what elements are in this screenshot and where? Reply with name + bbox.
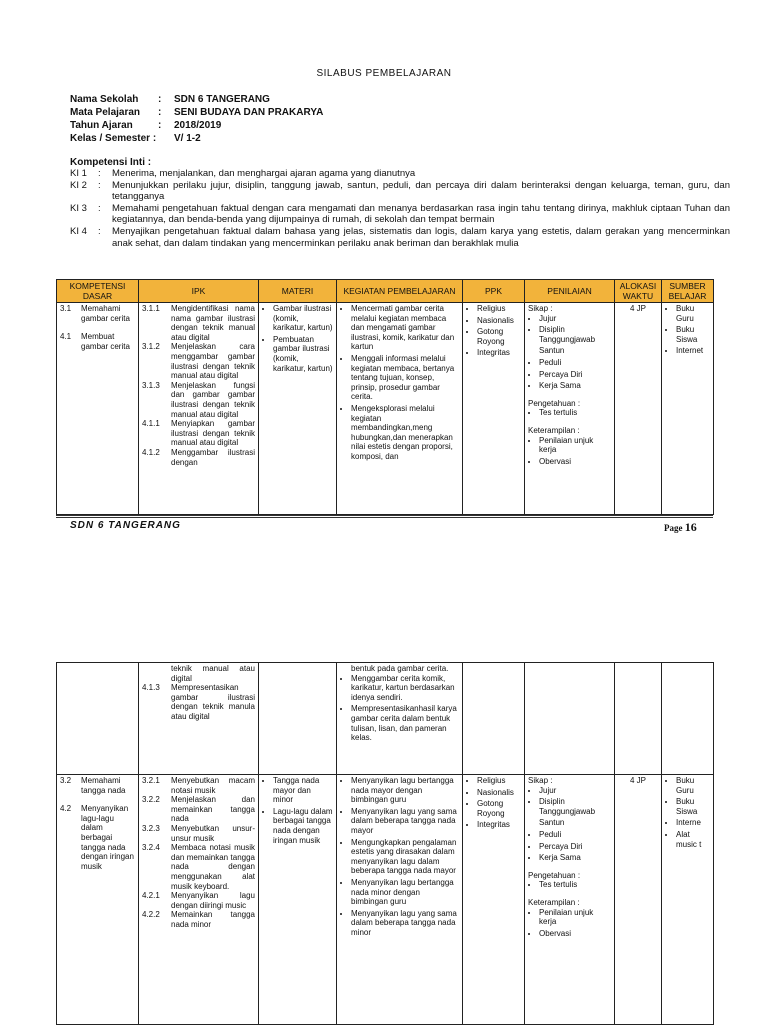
- ipk-entry: [142, 824, 255, 843]
- kd-code: 4.1: [60, 332, 72, 342]
- ipk-code: 4.2.2: [142, 910, 160, 920]
- syllabus-table-page2: [56, 662, 714, 1025]
- school-meta: [70, 93, 323, 145]
- kegiatan-cell: [337, 303, 463, 515]
- meta-row: [70, 119, 323, 132]
- ipk-entry: [142, 304, 255, 342]
- ppk-item: • Gotong Royong: [477, 799, 521, 818]
- ipk-text: Menyiapkan gambar ilustrasi dengan teknik manual atau digital: [171, 419, 255, 448]
- sumber-item: • Internet: [676, 346, 710, 356]
- sumber-item: • Alat music t: [676, 830, 710, 849]
- sikap-item: Santun: [539, 818, 565, 828]
- ppk-cell: [463, 775, 525, 1025]
- alokasi-cell: 4 JP: [615, 775, 662, 1025]
- document-title: SILABUS PEMBELAJARAN: [316, 68, 452, 79]
- kegiatan-item: • Mengeksplorasi melalui kegiatan membandingkan,meng hubungkan,dan menerapkan nilai estetis dengan proporsi, komposi, dan: [351, 404, 459, 462]
- ipk-code: 4.2.1: [142, 891, 160, 901]
- ppk-item: • Integritas: [477, 348, 521, 358]
- sumber-list: [665, 304, 710, 356]
- ppk-list: [466, 776, 521, 830]
- penilaian-pengetahuan-label: Pengetahuan :: [528, 870, 581, 880]
- materi-cell: [259, 303, 337, 515]
- ipk-code: 3.2.4: [142, 843, 160, 853]
- penilaian-cell: [525, 775, 615, 1025]
- ki-number: KI 4: [70, 225, 87, 237]
- meta-label: Kelas / Semester :: [70, 133, 157, 144]
- penilaian-pengetahuan-label: Pengetahuan :: [528, 398, 581, 408]
- ppk-item: • Gotong Royong: [477, 327, 521, 346]
- header-penilaian: PENILAIAN: [525, 280, 615, 303]
- materi-item: • Tangga nada mayor dan minor: [273, 776, 333, 805]
- kd-text: Memahami gambar cerita: [81, 304, 130, 323]
- meta-sep: :: [158, 107, 162, 118]
- ipk-cell: [139, 303, 259, 515]
- penilaian-sikap-label: Sikap :: [528, 776, 553, 785]
- ki-text: Memahami pengetahuan faktual dengan cara mengamati dan menanya berdasarkan rasa ingin tahu tentang dirinya, makhluk ciptaan Tuhan dan kegiatannya, dan benda-benda yang dijumpainya di rumah, di sekolah dan tempat bermain: [112, 202, 730, 226]
- sumber-cell: [662, 303, 714, 515]
- kegiatan-list: [340, 674, 459, 743]
- kegiatan-item: • Mencermati gambar cerita melalui kegiatan membaca dan mengamati gambar ilustrasi, komik, karikatur dan kartun: [351, 304, 459, 352]
- meta-sep: :: [158, 120, 162, 131]
- kegiatan-list: [340, 776, 459, 938]
- kd-cell: [57, 775, 139, 1025]
- header-ipk: IPK: [139, 280, 259, 303]
- ipk-text: Mengidentifikasi nama nama gambar ilustrasi dengan teknik manual atau digital: [171, 304, 255, 342]
- ki-sep: :: [98, 168, 101, 179]
- ipk-code: 3.1.3: [142, 380, 160, 390]
- penilaian-cell: [525, 663, 615, 775]
- ipk-text: Menyanyikan lagu dengan diiringi music: [171, 891, 255, 910]
- sikap-item: • Jujur: [539, 314, 611, 324]
- sumber-item: • Interne: [676, 818, 710, 828]
- ipk-text: Mempresentasikan gambar ilustrasi dengan teknik manula atau digital: [171, 683, 255, 721]
- sumber-cell: [662, 663, 714, 775]
- ipk-code: 4.1.1: [142, 419, 160, 429]
- ppk-cell: [463, 303, 525, 515]
- kd-code: 3.2: [60, 776, 72, 785]
- materi-item: • Pembuatan gambar ilustrasi (komik, karikatur, kartun): [273, 335, 333, 373]
- sikap-item: • Disiplin Tanggungjawab: [539, 797, 611, 816]
- ppk-item: • Nasionalis: [477, 788, 521, 798]
- meta-row: [70, 106, 323, 119]
- sikap-item: Santun: [539, 346, 565, 356]
- sumber-list: [665, 776, 710, 849]
- kd-cell: [57, 663, 139, 775]
- kegiatan-item: • Menyanyikan lagu yang sama dalam beberapa tangga nada mayor: [351, 807, 459, 836]
- kegiatan-cell: [337, 663, 463, 775]
- ppk-cell: [463, 663, 525, 775]
- ki-heading: Kompetensi Inti :: [70, 157, 152, 168]
- sikap-list: [528, 786, 611, 863]
- meta-value: 2018/2019: [174, 120, 222, 131]
- ipk-entry: [142, 891, 255, 910]
- ipk-code: 3.2.1: [142, 776, 160, 785]
- kegiatan-item: • Menggambar cerita komik, karikatur, kartun berdasarkan idenya sendiri.: [351, 674, 459, 703]
- ipk-entry: [142, 843, 255, 891]
- penilaian-cell: [525, 303, 615, 515]
- ipk-entry: [142, 683, 255, 721]
- ipk-entry: [142, 795, 255, 824]
- alokasi-cell: 4 JP: [615, 303, 662, 515]
- header-kegiatan: KEGIATAN PEMBELAJARAN: [337, 280, 463, 303]
- ipk-code: 4.1.3: [142, 683, 160, 693]
- kegiatan-item: • Menggali informasi melalui kegiatan membaca, bertanya tentang tujuan, konsep, prinsip, prosedur gambar cerita.: [351, 354, 459, 402]
- meta-label: Mata Pelajaran: [70, 107, 141, 118]
- ipk-code: 4.1.2: [142, 447, 160, 457]
- meta-value: SDN 6 TANGERANG: [174, 94, 270, 105]
- materi-item: • Gambar ilustrasi (komik, karikatur, kartun): [273, 304, 333, 333]
- meta-value: V/ 1-2: [174, 133, 201, 144]
- ki-item: [70, 168, 730, 180]
- header-ppk: PPK: [463, 280, 525, 303]
- sikap-item: • Percaya Diri: [539, 842, 611, 852]
- kegiatan-item: • Mengungkapkan pengalaman estetis yang dirasakan dalam menyanyikan lagu dalam beberapa tangga nada mayor: [351, 838, 459, 876]
- ipk-entry: [142, 419, 255, 448]
- keterampilan-item: • Obervasi: [539, 457, 611, 467]
- ppk-item: • Religius: [477, 304, 521, 314]
- ppk-item: • Religius: [477, 776, 521, 786]
- sumber-cell: [662, 775, 714, 1025]
- sikap-item: • Jujur: [539, 786, 611, 796]
- sikap-item: • Peduli: [539, 358, 611, 368]
- ki-sep: :: [98, 202, 101, 214]
- ipk-code: 3.1.2: [142, 342, 160, 352]
- ipk-code: 3.2.3: [142, 823, 160, 833]
- materi-list: [262, 776, 333, 845]
- ppk-item: • Nasionalis: [477, 316, 521, 326]
- kd-entry: [60, 304, 135, 323]
- kegiatan-list: [340, 304, 459, 462]
- sumber-item: • Buku Guru: [676, 304, 710, 323]
- penilaian-keterampilan-label: Keterampilan :: [528, 897, 580, 907]
- ipk-text: Memainkan tangga nada minor: [171, 910, 255, 929]
- kd-entry: [60, 776, 135, 795]
- sumber-item: • Buku Siswa: [676, 797, 710, 816]
- ppk-item: • Integritas: [477, 820, 521, 830]
- kd-entry: [60, 332, 135, 351]
- meta-label: Tahun Ajaran: [70, 120, 133, 131]
- materi-cell: [259, 663, 337, 775]
- ki-number: KI 3: [70, 202, 87, 214]
- ipk-text: Menyebutkan macam notasi musik: [171, 776, 255, 795]
- kegiatan-item: • Menyanyikan lagu yang sama dalam beberapa tangga nada minor: [351, 909, 459, 938]
- pengetahuan-list: [528, 408, 611, 418]
- keterampilan-list: [528, 908, 611, 939]
- keterampilan-item: • Penilaian unjuk kerja: [539, 908, 611, 927]
- ipk-entry: [142, 342, 255, 380]
- sumber-item: • Buku Siswa: [676, 325, 710, 344]
- ipk-text: teknik manual atau digital: [171, 664, 255, 683]
- meta-row: [70, 93, 323, 106]
- ipk-text: Menjelaskan fungsi dan gambar gambar ilustrasi dengan teknik manual atau digital: [171, 380, 255, 419]
- pengetahuan-item: • Tes tertulis: [539, 880, 611, 890]
- kd-code: 4.2: [60, 804, 72, 814]
- materi-list: [262, 304, 333, 373]
- kegiatan-cell: [337, 775, 463, 1025]
- kegiatan-item: • Menyanyikan lagu bertangga nada mayor dengan bimbingan guru: [351, 776, 459, 805]
- kd-text: Menyanyikan lagu-lagu dalam berbagai tangga nada dengan iringan musik: [81, 804, 134, 871]
- kegiatan-item: • Menyanyikan lagu bertangga nada minor dengan bimbingan guru: [351, 878, 459, 907]
- ki-text: Menerima, menjalankan, dan menghargai ajaran agama yang dianutnya: [112, 168, 416, 179]
- kd-cell: [57, 303, 139, 515]
- meta-label: Nama Sekolah: [70, 94, 139, 105]
- ipk-entry: [142, 776, 255, 795]
- penilaian-sikap-label: Sikap :: [528, 304, 553, 313]
- meta-value: SENI BUDAYA DAN PRAKARYA: [174, 107, 324, 118]
- kegiatan-tail: bentuk pada gambar cerita.: [351, 664, 449, 673]
- header-materi: MATERI: [259, 280, 337, 303]
- sikap-item: • Kerja Sama: [539, 381, 611, 391]
- materi-item: • Lagu-lagu dalam berbagai tangga nada dengan iringan musik: [273, 807, 333, 845]
- ipk-cell: [139, 663, 259, 775]
- materi-cell: [259, 775, 337, 1025]
- kd-text: Memahami tangga nada: [81, 776, 126, 795]
- ki-text: Menunjukkan perilaku jujur, disiplin, tanggung jawab, santun, peduli, dan percaya diri dalam berinteraksi dengan keluarga, teman, guru, dan tetangganya: [112, 179, 730, 203]
- sikap-item: • Percaya Diri: [539, 370, 611, 380]
- ipk-code: 3.1.1: [142, 304, 160, 313]
- ipk-entry: [142, 664, 255, 683]
- footer-page: [664, 520, 697, 535]
- keterampilan-item: • Penilaian unjuk kerja: [539, 436, 611, 455]
- alokasi-cell: [615, 663, 662, 775]
- ki-item: [70, 203, 730, 226]
- kd-code: 3.1: [60, 304, 72, 313]
- ipk-code: 3.2.2: [142, 795, 160, 805]
- ipk-text: Menjelaskan cara menggambar gambar ilustrasi dengan teknik manual atau digital: [171, 342, 255, 381]
- ipk-text: Menyebutkan unsur-unsur musik: [171, 823, 255, 843]
- ki-number: KI 2: [70, 179, 87, 191]
- penilaian-keterampilan-label: Keterampilan :: [528, 425, 580, 435]
- ipk-text: Membaca notasi musik dan memainkan tangga nada dengan menggunakan alat musik keyboard.: [171, 843, 255, 891]
- ipk-cell: [139, 775, 259, 1025]
- ipk-text: Menjelaskan dan memainkan tangga nada: [171, 795, 255, 824]
- ki-item: [70, 180, 730, 203]
- kegiatan-item: • Mempresentasikanhasil karya gambar cerita dalam bentuk tulisan, lisan, dan pameran kelas.: [351, 704, 459, 742]
- keterampilan-item: • Obervasi: [539, 929, 611, 939]
- meta-sep: :: [158, 94, 162, 105]
- sikap-item: • Kerja Sama: [539, 853, 611, 863]
- keterampilan-list: [528, 436, 611, 467]
- pengetahuan-list: [528, 880, 611, 890]
- ipk-entry: [142, 381, 255, 419]
- ipk-entry: [142, 448, 255, 467]
- pengetahuan-item: • Tes tertulis: [539, 408, 611, 418]
- page-label: Page: [664, 523, 683, 533]
- sikap-list: [528, 314, 611, 391]
- ki-sep: :: [98, 225, 101, 237]
- sikap-item: • Disiplin Tanggungjawab: [539, 325, 611, 344]
- ki-sep: :: [98, 179, 101, 191]
- syllabus-table-page1: [56, 279, 714, 515]
- ki-number: KI 1: [70, 168, 87, 179]
- ki-text: Menyajikan pengetahuan faktual dalam bahasa yang jelas, sistematis dan logis, dalam karya yang estetis, dalam gerakan yang mencerminkan anak sehat, dan dalam tindakan yang mencerminkan perilaku anak beriman dan berakhlak mulia: [112, 225, 730, 249]
- ki-item: [70, 226, 730, 249]
- footer-school: SDN 6 TANGERANG: [70, 520, 181, 531]
- meta-row: [70, 132, 323, 145]
- sikap-item: • Peduli: [539, 830, 611, 840]
- ipk-entry: [142, 910, 255, 929]
- header-kompetensi-dasar: KOMPETENSI DASAR: [57, 280, 139, 303]
- footer-divider: [56, 515, 713, 518]
- ipk-text: Menggambar ilustrasi dengan: [171, 447, 255, 467]
- header-alokasi: ALOKASI WAKTU: [615, 280, 662, 303]
- kd-text: Membuat gambar cerita: [81, 332, 130, 351]
- header-sumber: SUMBER BELAJAR: [662, 280, 714, 303]
- sumber-item: • Buku Guru: [676, 776, 710, 795]
- ppk-list: [466, 304, 521, 358]
- page-number: 16: [684, 520, 697, 534]
- ki-list: [70, 168, 730, 249]
- kd-entry: [60, 804, 135, 871]
